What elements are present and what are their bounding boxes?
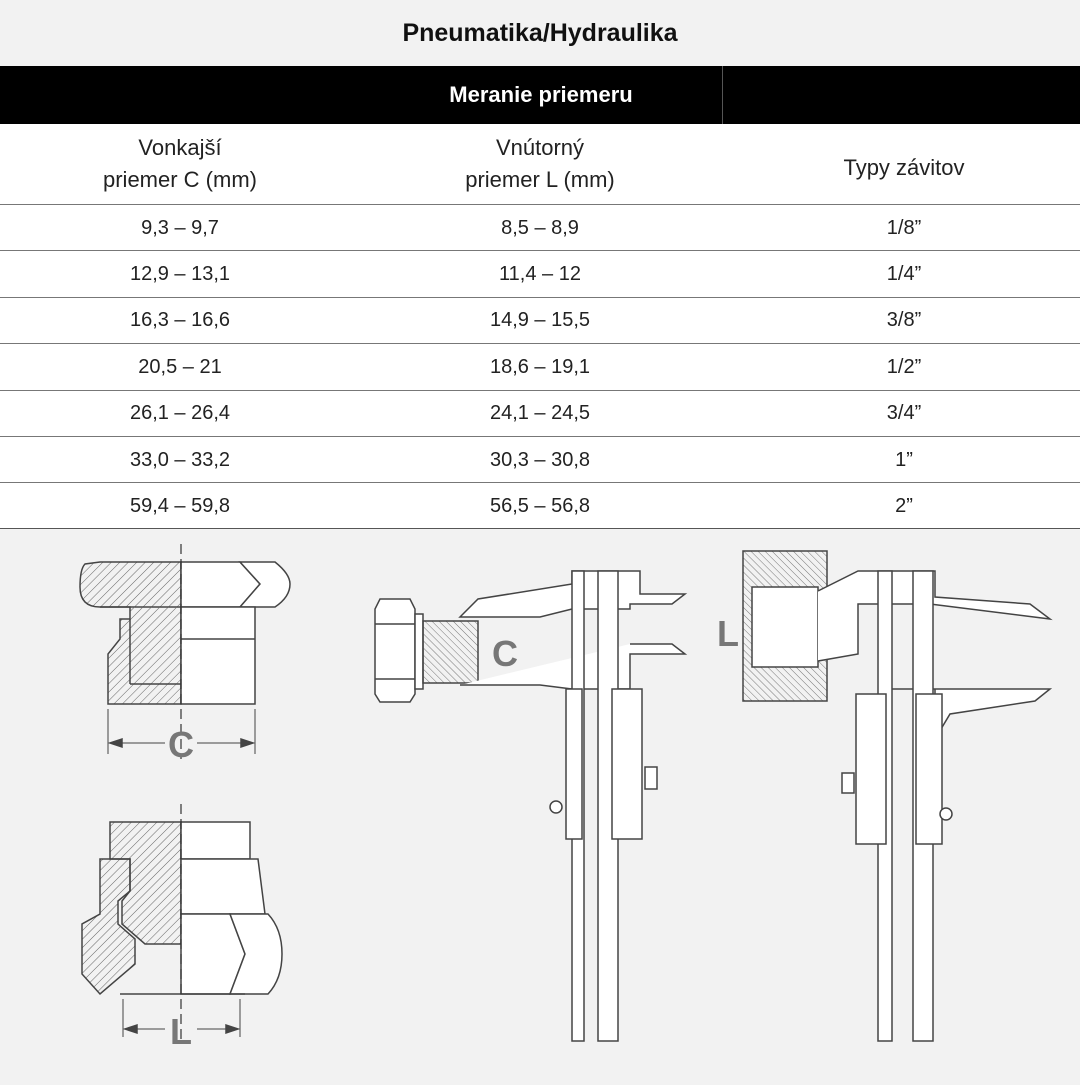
column-header-inner: Vnútorný priemer L (mm)	[465, 135, 615, 192]
caliper-outer-measurement	[375, 571, 685, 1041]
cell-inner-diameter: 56,5 – 56,8	[489, 494, 591, 517]
label-c-caliper: C	[492, 633, 518, 674]
cell-thread-type: 1/2”	[886, 355, 922, 378]
cell-outer-diameter: 33,0 – 33,2	[129, 448, 231, 471]
label-l-fitting: L	[170, 1011, 192, 1052]
cell-thread-type: 3/8”	[886, 309, 922, 332]
cell-outer-diameter: 26,1 – 26,4	[129, 402, 231, 425]
cell-inner-diameter: 18,6 – 19,1	[489, 355, 591, 378]
cell-inner-diameter: 24,1 – 24,5	[489, 402, 591, 425]
measurement-illustrations	[0, 529, 1080, 1080]
table-row	[0, 343, 1080, 390]
illustrations-svg	[0, 529, 1080, 1080]
cell-inner-diameter: 30,3 – 30,8	[489, 448, 591, 471]
cell-outer-diameter: 20,5 – 21	[138, 355, 222, 378]
cell-thread-type: 1”	[895, 448, 913, 471]
cell-thread-type: 2”	[895, 494, 913, 517]
header-divider	[722, 66, 723, 124]
column-header-thread: Typy závitov	[843, 155, 965, 180]
table-row	[0, 250, 1080, 297]
table-row	[0, 297, 1080, 344]
cell-outer-diameter: 12,9 – 13,1	[129, 262, 231, 285]
section-header-bar	[0, 66, 1080, 124]
page-title: Pneumatika/Hydraulika	[0, 0, 1080, 66]
diameter-table	[0, 124, 1080, 529]
label-l-caliper: L	[717, 613, 739, 654]
cell-inner-diameter: 11,4 – 12	[499, 262, 581, 285]
cell-outer-diameter: 59,4 – 59,8	[129, 494, 231, 517]
table-row	[0, 482, 1080, 529]
table-row	[0, 436, 1080, 483]
section-header: Meranie priemeru	[449, 82, 633, 107]
table-row	[0, 204, 1080, 251]
cell-thread-type: 1/4”	[886, 262, 922, 285]
cell-inner-diameter: 14,9 – 15,5	[489, 309, 591, 332]
cell-inner-diameter: 8,5 – 8,9	[501, 216, 579, 239]
caliper-inner-measurement	[743, 551, 1050, 1041]
cell-outer-diameter: 9,3 – 9,7	[141, 216, 219, 239]
label-c-fitting: C	[168, 724, 194, 765]
column-header-outer: Vonkajší priemer C (mm)	[103, 135, 257, 192]
cell-thread-type: 1/8”	[886, 216, 922, 239]
table-row	[0, 390, 1080, 437]
cell-outer-diameter: 16,3 – 16,6	[129, 309, 231, 332]
fitting-inner-diagram	[82, 804, 282, 1039]
cell-thread-type: 3/4”	[886, 402, 922, 425]
